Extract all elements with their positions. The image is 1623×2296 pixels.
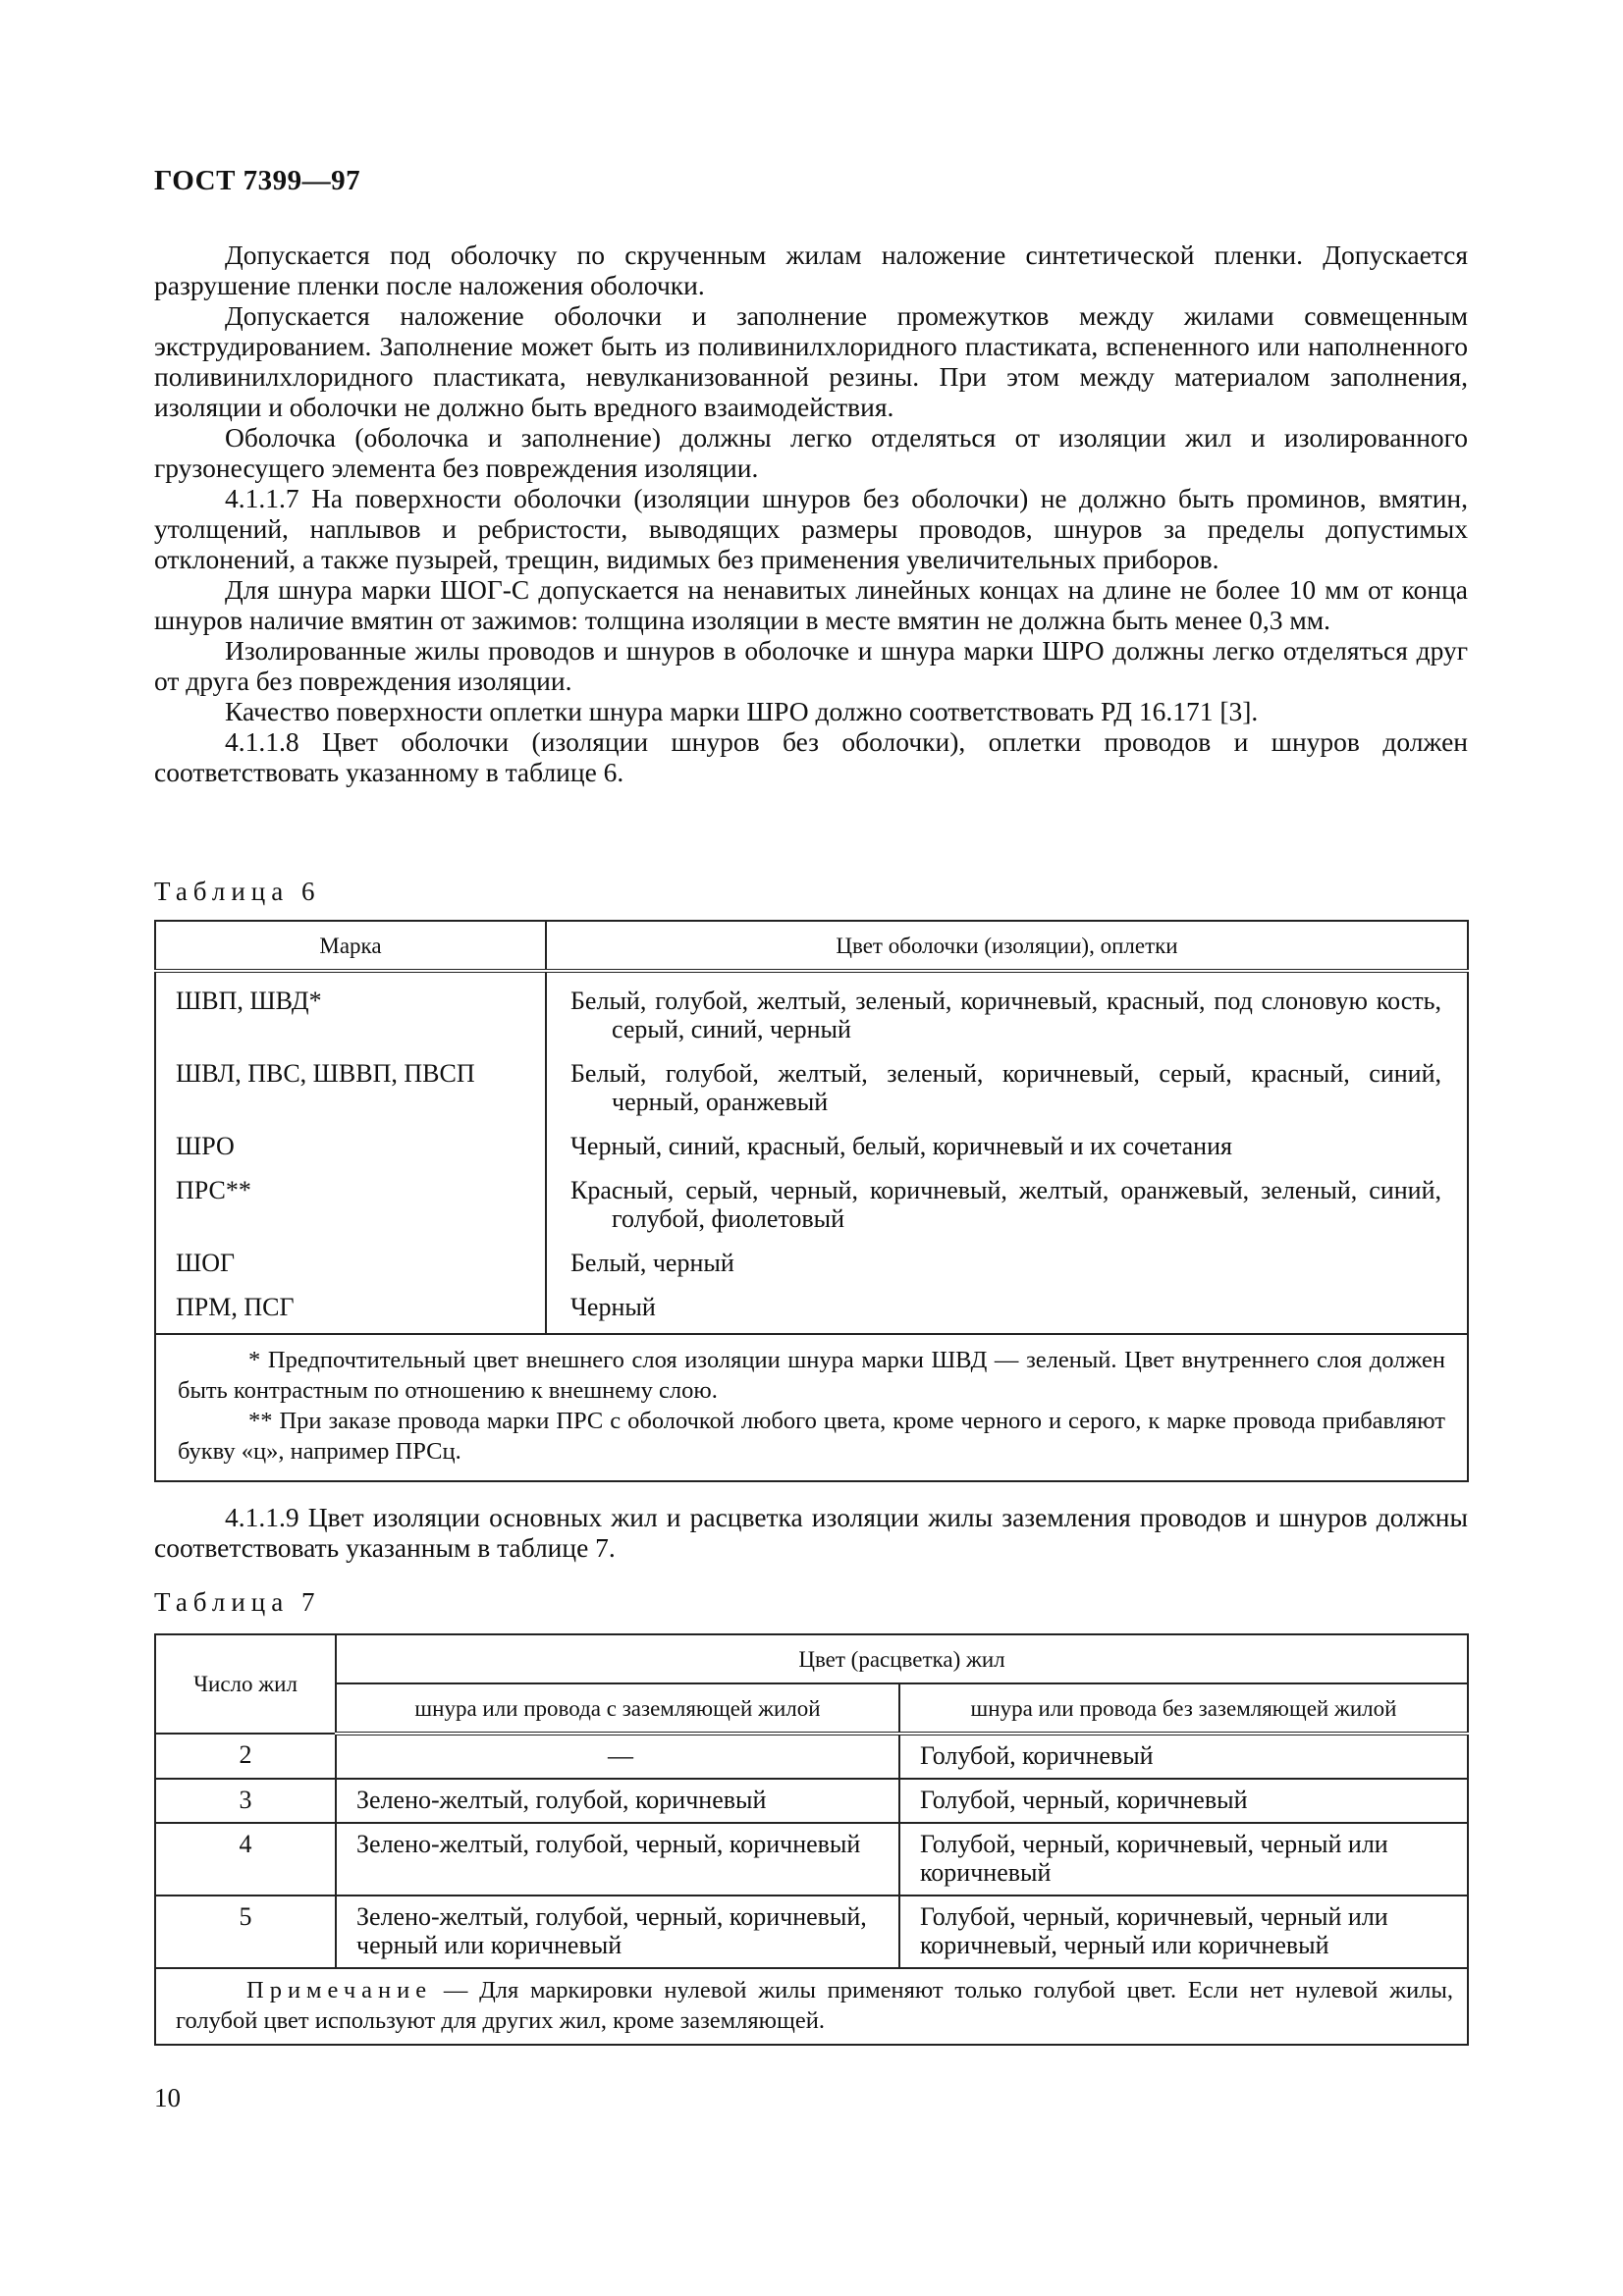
table7: [154, 1633, 1469, 2046]
table6-caption: Таблица 6: [154, 877, 321, 906]
table-row: [155, 1779, 1468, 1823]
table7-note: [155, 1968, 1468, 2045]
table7-count: 4: [155, 1823, 336, 1896]
table7-count: 2: [155, 1734, 336, 1779]
paragraph: Изолированные жилы проводов и шнуров в оболочке и шнура марки ШРО должны легко отделяться друг от друга без повреждения изоляции.: [154, 635, 1468, 696]
document-code: ГОСТ 7399—97: [154, 165, 361, 196]
table6-footnote: ** При заказе провода марки ПРС с оболочкой любого цвета, кроме черного и серого, к марке провода прибавляют букву «ц», например ПРСц.: [178, 1408, 1445, 1465]
table-row: [155, 971, 1468, 1051]
table6-color: Белый, черный: [546, 1241, 1468, 1285]
paragraph: 4.1.1.9 Цвет изоляции основных жил и расцветка изоляции жилы заземления проводов и шнуров должны соответствовать указанным в таблице 7.: [154, 1502, 1468, 1563]
paragraph: Допускается под оболочку по скрученным жилам наложение синтетической пленки. Допускается разрушение пленки после наложения оболочки.: [154, 240, 1468, 300]
table6-color: Красный, серый, черный, коричневый, желтый, оранжевый, зеленый, синий, голубой, фиолетовый: [546, 1168, 1468, 1241]
table6-color: Белый, голубой, желтый, зеленый, коричневый, красный, под слоновую кость, серый, синий, черный: [546, 971, 1468, 1051]
table7-count: 3: [155, 1779, 336, 1823]
table7-with-ground: Зелено-желтый, голубой, черный, коричневый, черный или коричневый: [336, 1896, 899, 1968]
table6-mark: ШВП, ШВД*: [155, 971, 546, 1051]
table6-header-mark: Марка: [155, 921, 546, 971]
table6-footnote: * Предпочтительный цвет внешнего слоя изоляции шнура марки ШВД — зеленый. Цвет внутреннего слоя должен быть контрастным по отношению к внешнему слою.: [178, 1347, 1445, 1404]
table7-header-group: Цвет (расцветка) жил: [336, 1634, 1468, 1683]
paragraph: Оболочка (оболочка и заполнение) должны легко отделяться от изоляции жил и изолированного грузонесущего элемента без повреждения изоляции.: [154, 422, 1468, 483]
paragraph: Качество поверхности оплетки шнура марки ШРО должно соответствовать РД 16.171 [3].: [225, 696, 1259, 726]
table6-header-color: Цвет оболочки (изоляции), оплетки: [546, 921, 1468, 971]
table7-without-ground: Голубой, черный, коричневый, черный или коричневый: [899, 1823, 1468, 1896]
table7-note-label: Примечание: [246, 1977, 433, 2003]
paragraph: 4.1.1.8 Цвет оболочки (изоляции шнуров без оболочки), оплетки проводов и шнуров должен соответствовать указанному в таблице 6.: [154, 726, 1468, 787]
table6-mark: ШВЛ, ПВС, ШВВП, ПВСП: [155, 1051, 546, 1124]
table6-mark: ШРО: [155, 1124, 546, 1168]
table7-header-with-ground: шнура или провода с заземляющей жилой: [336, 1683, 899, 1734]
table7-count: 5: [155, 1896, 336, 1968]
table6-color: Черный, синий, красный, белый, коричневый и их сочетания: [546, 1124, 1468, 1168]
table-row: [155, 1285, 1468, 1334]
table7-with-ground: Зелено-желтый, голубой, черный, коричневый: [336, 1823, 899, 1896]
table7-header-without-ground: шнура или провода без заземляющей жилой: [899, 1683, 1468, 1734]
table6-notes: [155, 1334, 1468, 1481]
table-row: [155, 1168, 1468, 1241]
table7-without-ground: Голубой, черный, коричневый, черный или коричневый, черный или коричневый: [899, 1896, 1468, 1968]
table6-color: Черный: [546, 1285, 1468, 1334]
table6-color: Белый, голубой, желтый, зеленый, коричневый, серый, красный, синий, черный, оранжевый: [546, 1051, 1468, 1124]
body-text-mid: [154, 1502, 1468, 1563]
table6: [154, 920, 1469, 1482]
table-row: [155, 1051, 1468, 1124]
table-row: [155, 1896, 1468, 1968]
table7-with-ground: Зелено-желтый, голубой, коричневый: [336, 1779, 899, 1823]
table7-note-paragraph: [176, 1975, 1453, 2036]
table6-mark: ШОГ: [155, 1241, 546, 1285]
table7-without-ground: Голубой, черный, коричневый: [899, 1779, 1468, 1823]
body-text-top: [154, 240, 1468, 787]
table7-caption: Таблица 7: [154, 1587, 321, 1617]
table7-header-count: Число жил: [155, 1634, 336, 1734]
table7-without-ground: Голубой, коричневый: [899, 1734, 1468, 1779]
paragraph: Допускается наложение оболочки и заполнение промежутков между жилами совмещенным экструдированием. Заполнение может быть из поливинилхлоридного пластиката, вспененного или наполненного поливинилхлоридного пластиката, невулканизованной резины. При этом между материалом заполнения, изоляции и оболочки не должно быть вредного взаимодействия.: [154, 300, 1468, 422]
table6-mark: ПРМ, ПСГ: [155, 1285, 546, 1334]
table-row: [155, 1734, 1468, 1779]
table-row: [155, 1823, 1468, 1896]
table6-mark: ПРС**: [155, 1168, 546, 1241]
page-number: 10: [154, 2083, 181, 2112]
table7-with-ground: —: [336, 1734, 899, 1779]
table-row: [155, 1124, 1468, 1168]
table7-note-text: — Для маркировки нулевой жилы применяют только голубой цвет. Если нет нулевой жилы, голубой цвет используют для других жил, кроме заземляющей.: [176, 1977, 1453, 2034]
table-row: [155, 1241, 1468, 1285]
paragraph: 4.1.1.7 На поверхности оболочки (изоляции шнуров без оболочки) не должно быть проминов, вмятин, утолщений, наплывов и ребристости, выводящих размеры проводов, шнуров за пределы допустимых отклонений, а также пузырей, трещин, видимых без применения увеличительных приборов.: [154, 483, 1468, 574]
paragraph: Для шнура марки ШОГ-С допускается на ненавитых линейных концах на длине не более 10 мм от конца шнуров наличие вмятин от зажимов: толщина изоляции в месте вмятин не должна быть менее 0,3 мм.: [154, 574, 1468, 635]
